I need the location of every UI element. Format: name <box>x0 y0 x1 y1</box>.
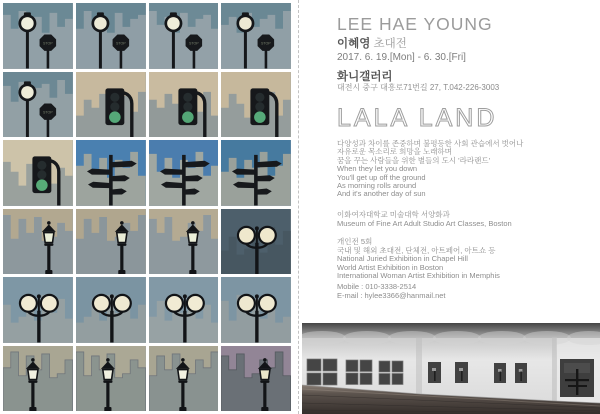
artist-name-ko-bold: 이혜영 <box>337 38 371 50</box>
education-block <box>337 211 512 228</box>
exhibition-dates: 2017. 6. 19.[Mon] - 6. 30.[Fri] <box>337 52 466 63</box>
artwork-thumbnail-lantern <box>221 346 291 412</box>
career-line: 국내 및 해외 초대전, 단체전, 아트페어, 아트쇼 등 <box>337 245 496 255</box>
artwork-thumbnail-light <box>76 72 146 138</box>
divider-dashed-line <box>298 0 299 414</box>
artwork-thumbnail-lamp <box>149 3 219 69</box>
wall-corner <box>552 337 557 401</box>
artwork-thumbnail-lamp <box>3 72 73 138</box>
career-line: World Artist Exhibition in Boston <box>337 262 444 272</box>
career-block <box>337 238 500 281</box>
artist-name-en: LEE HAE YOUNG <box>337 14 493 34</box>
artwork-thumbnail-light <box>221 72 291 138</box>
poem-line: 꿈을 꾸는 사람들을 위한 별들의 도시 '라라랜드' <box>337 155 491 165</box>
career-line: International Woman Artist Exhibition in Memphis <box>337 271 500 281</box>
svg-text:STOP: STOP <box>261 41 271 46</box>
artwork-thumbnail-globes <box>76 277 146 343</box>
artwork-thumbnail-lantern <box>149 209 219 275</box>
artwork-thumbnail-globes <box>221 209 291 275</box>
artwork-thumbnail-sign <box>76 140 146 206</box>
gallery-name: 화니갤러리 <box>337 71 393 83</box>
artwork-thumbnail-lamp <box>221 3 291 69</box>
contact-email: E-mail : hylee3366@hanmail.net <box>337 290 446 300</box>
artist-name-ko <box>337 35 407 51</box>
gallery-address: 대전시 중구 대흥로71번길 27, T.042-226-3003 <box>337 83 500 92</box>
contact-mobile: Mobile : 010-3338-2514 <box>337 282 417 291</box>
artwork-thumbnail-sign <box>221 140 291 206</box>
contact-block <box>337 283 446 301</box>
artwork-thumbnail-lantern <box>3 346 73 412</box>
career-line: National Juried Exhibition in Chapel Hill <box>337 254 468 264</box>
artwork-thumbnail-globes <box>3 277 73 343</box>
poem-line: 자유로운 목소리로 희망을 노래하며 <box>337 147 452 157</box>
artwork-thumbnail-lamp <box>3 3 73 69</box>
poem-block <box>337 140 523 199</box>
svg-text:STOP: STOP <box>115 41 126 46</box>
svg-text:STOP: STOP <box>188 41 199 46</box>
artwork-thumbnail-lantern <box>3 209 73 275</box>
poem-line: When they let you down <box>337 164 418 174</box>
artwork-thumbnail-globes <box>149 277 219 343</box>
poem-line: And it's another day of sun <box>337 189 426 199</box>
artwork-thumbnail-sign <box>149 140 219 206</box>
artwork-thumbnail-lantern <box>149 346 219 412</box>
artwork-thumbnail-globes <box>221 277 291 343</box>
education-line: Museum of Fine Art Adult Studio Art Classes, Boston <box>337 218 512 228</box>
artwork-thumbnail-lantern <box>76 209 146 275</box>
career-line: 개인전 5회 <box>337 237 373 246</box>
poem-line: You'll get up off the ground <box>337 172 426 182</box>
poem-line: 다양성과 차이를 존중하며 불평등한 사회 관습에서 벗어나 <box>337 139 524 148</box>
poem-line: As morning rolls around <box>337 181 417 191</box>
artwork-grid <box>3 3 291 411</box>
svg-text:STOP: STOP <box>43 109 53 114</box>
artwork-thumbnail-lamp <box>76 3 146 69</box>
wall-corner <box>416 337 422 397</box>
artwork-thumbnail-light <box>149 72 219 138</box>
framed-artwork-large <box>560 359 594 397</box>
svg-text:STOP: STOP <box>43 41 53 46</box>
subtitle-ko: 초대전 <box>373 38 407 50</box>
artwork-thumbnail-light <box>3 140 73 206</box>
education-line: 이화여자대학교 미술대학 서양화과 <box>337 210 450 219</box>
artwork-thumbnail-lantern <box>76 346 146 412</box>
installation-photo <box>302 323 600 414</box>
exhibition-title: LALA LAND <box>337 104 498 132</box>
